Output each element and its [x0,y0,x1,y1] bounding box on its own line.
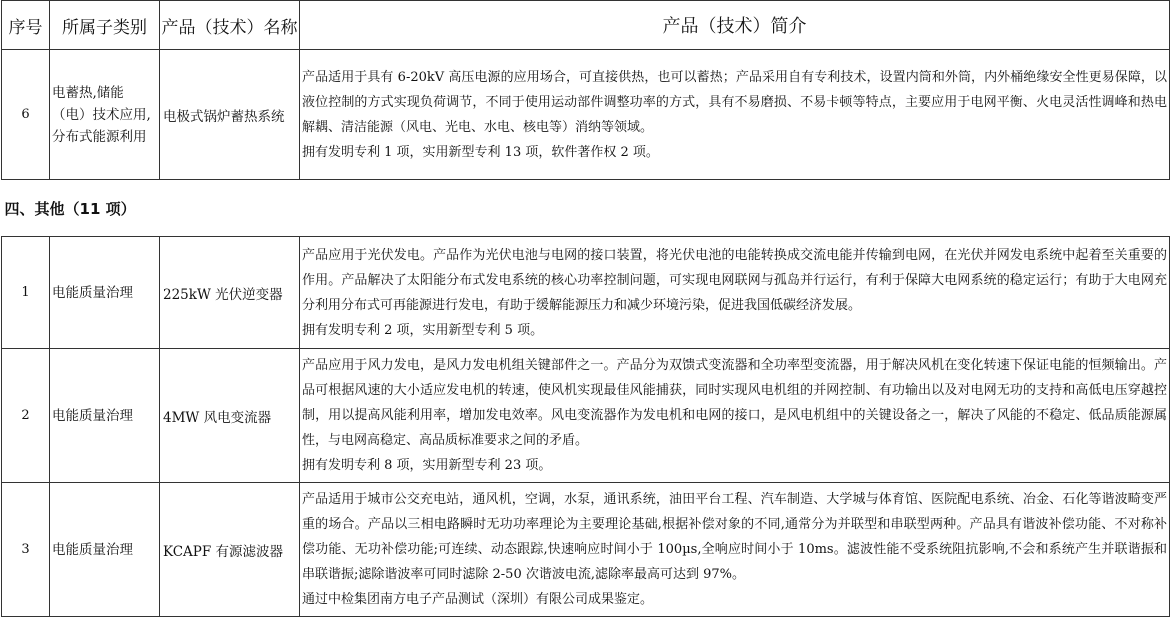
table-row [2,483,1170,617]
row-patents: 通过中检集团南方电子产品测试（深圳）有限公司成果鉴定。 [302,592,654,607]
row-product-name: 4MW 风电变流器 [160,349,300,483]
table-row [2,50,1170,180]
table-row [2,349,1170,483]
row-category: 电蓄热,储能（电）技术应用,分布式能源利用 [50,50,160,180]
row-description: 产品应用于光伏发电。产品作为光伏电池与电网的接口装置，将光伏电池的电能转换成交流电能并传输到电网，在光伏并网发电系统中起着至关重要的作用。产品解决了太阳能分布式发电系统的核心功率控制问题，可实现电网联网与孤岛并行运行，有利于保障大电网系统的稳定运行；有助于大电网充分利用分布式可再能源进行发电，有助于缓解能源压力和减少环境污染，促进我国低碳经济发展。 [302,247,1167,313]
table-row [2,237,1170,349]
row-index: 2 [2,349,50,483]
header-category: 所属子类别 [50,1,160,50]
section-row [2,180,1170,237]
row-index: 3 [2,483,50,617]
row-product-name: 225kW 光伏逆变器 [160,237,300,349]
row-description-cell [300,237,1170,349]
table-header-row [2,1,1170,50]
header-description: 产品（技术）简介 [300,1,1170,50]
row-patents: 拥有发明专利 8 项，实用新型专利 23 项。 [302,458,552,473]
row-description: 产品适用于城市公交充电站，通风机，空调，水泵，通讯系统，油田平台工程、汽车制造、大学城与体育馆、医院配电系统、冶金、石化等谐波畸变严重的场合。产品以三相电路瞬时无功功率理论为主要理论基础,根据补偿对象的不同,通常分为并联型和串联型两种。产品具有谐波补偿功能、不对称补偿功能、无功补偿功能;可连续、动态跟踪,快速响应时间小于 100µs,全响应时间小于 10ms。滤波性能不受系统阻抗影响,不会和系统产生并联谐振和串联谐振;滤除谐波率可同时滤除 2-50 次谐波电流,滤除率最高可达到 97%。 [302,492,1167,582]
row-product-name: 电极式锅炉蓄热系统 [160,50,300,180]
row-product-name: KCAPF 有源滤波器 [160,483,300,617]
product-table [1,0,1170,617]
row-category: 电能质量治理 [50,237,160,349]
row-description-cell [300,483,1170,617]
row-description: 产品适用于具有 6-20kV 高压电源的应用场合，可直接供热，也可以蓄热；产品采用自有专利技术，设置内筒和外筒，内外桶绝缘安全性更易保障，以液位控制的方式实现负荷调节，不同于使用运动部件调整功率的方式，具有不易磨损、不易卡顿等特点，主要应用于电网平衡、火电灵活性调峰和热电解耦、清洁能源（风电、光电、水电、核电等）消纳等领域。 [302,69,1167,135]
row-category: 电能质量治理 [50,349,160,483]
row-index: 1 [2,237,50,349]
row-patents: 拥有发明专利 2 项，实用新型专利 5 项。 [302,322,544,338]
row-description-cell [300,50,1170,180]
header-index: 序号 [2,1,50,50]
row-category: 电能质量治理 [50,483,160,617]
row-description-cell [300,349,1170,483]
row-index: 6 [2,50,50,180]
header-name: 产品（技术）名称 [160,1,300,50]
row-patents: 拥有发明专利 1 项，实用新型专利 13 项，软件著作权 2 项。 [302,144,659,160]
row-description: 产品应用于风力发电，是风力发电机组关键部件之一。产品分为双馈式变流器和全功率型变流器，用于解决风机在变化转速下保证电能的恒频输出。产品可根据风速的大小适应发电机的转速，使风机实现最佳风能捕获，同时实现风电机组的并网控制、有功输出以及对电网无功的支持和高低电压穿越控制，用以提高风能利用率，增加发电效率。风电变流器作为发电机和电网的接口，是风电机组中的关键设备之一，解决了风能的不稳定、低品质能源属性，与电网高稳定、高品质标准要求之间的矛盾。 [302,358,1167,448]
section-title: 四、其他（11 项） [2,180,1170,237]
